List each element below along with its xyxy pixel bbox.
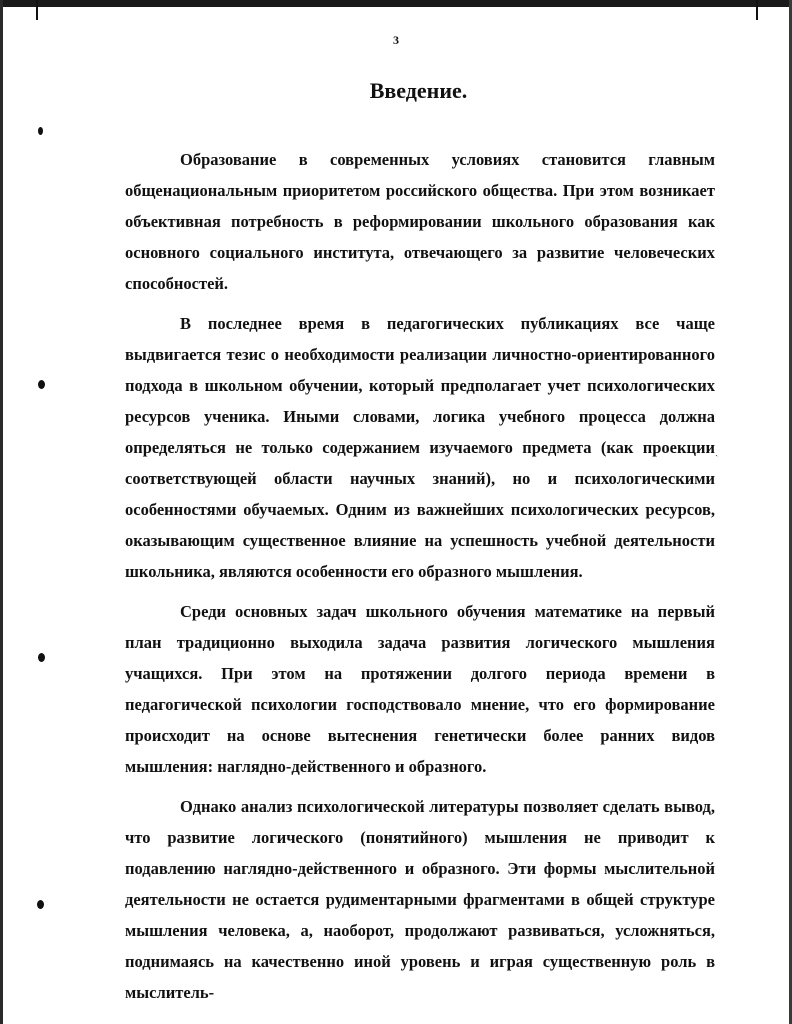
paragraph: Образование в современных условиях становится главным общенациональным приоритетом российского общества. При этом возникает объективная потребность в реформировании школьного образования как основного социального института, отвечающего за развитие человеческих способностей. bbox=[125, 150, 715, 293]
document-body bbox=[125, 144, 715, 1008]
scan-border-top bbox=[0, 0, 792, 7]
binding-hole-mark bbox=[38, 127, 43, 135]
binding-hole-mark bbox=[37, 900, 44, 909]
paragraph: В последнее время в педагогических публикациях все чаще выдвигается тезис о необходимости реализации личностно-ориентированного подхода в школьном обучении, который предполагает учет психологических ресурсов ученика. Иными словами, логика учебного процесса должна определяться не только содержанием изучаемого предмета (как проекции соответствующей области научных знаний), но и психологическими особенностями обучаемых. Одним из важнейших психологических ресурсов, оказывающим существенное влияние на успешность учебной деятельности школьника, являются особенности его образного мышления. bbox=[125, 314, 715, 581]
crop-mark-right bbox=[756, 0, 758, 20]
scan-speck: ˎ bbox=[715, 446, 719, 457]
paragraph: Однако анализ психологической литературы позволяет сделать вывод, что развитие логического (понятийного) мышления не приводит к подавлению наглядно-действенного и образного. Эти формы мыслительной деятельности не остается рудиментарными фрагментами в общей структуре мышления человека, а, наоборот, продолжают развиваться, усложняться, поднимаясь на качественно иной уровень и играя существенную роль в мыслитель- bbox=[125, 797, 715, 1002]
crop-mark-left bbox=[36, 0, 38, 20]
binding-hole-mark bbox=[38, 653, 45, 662]
paragraph: Среди основных задач школьного обучения математике на первый план традиционно выходила задача развития логического мышления учащихся. При этом на протяжении долгого периода времени в педагогической психологии господствовало мнение, что его формирование происходит на основе вытеснения генетически более ранних видов мышления: наглядно-действенного и образного. bbox=[125, 602, 715, 776]
page-title: Введение. bbox=[369, 78, 468, 103]
page-number: 3 bbox=[393, 33, 399, 47]
scan-border-left bbox=[0, 0, 3, 1024]
binding-hole-mark bbox=[38, 380, 45, 389]
